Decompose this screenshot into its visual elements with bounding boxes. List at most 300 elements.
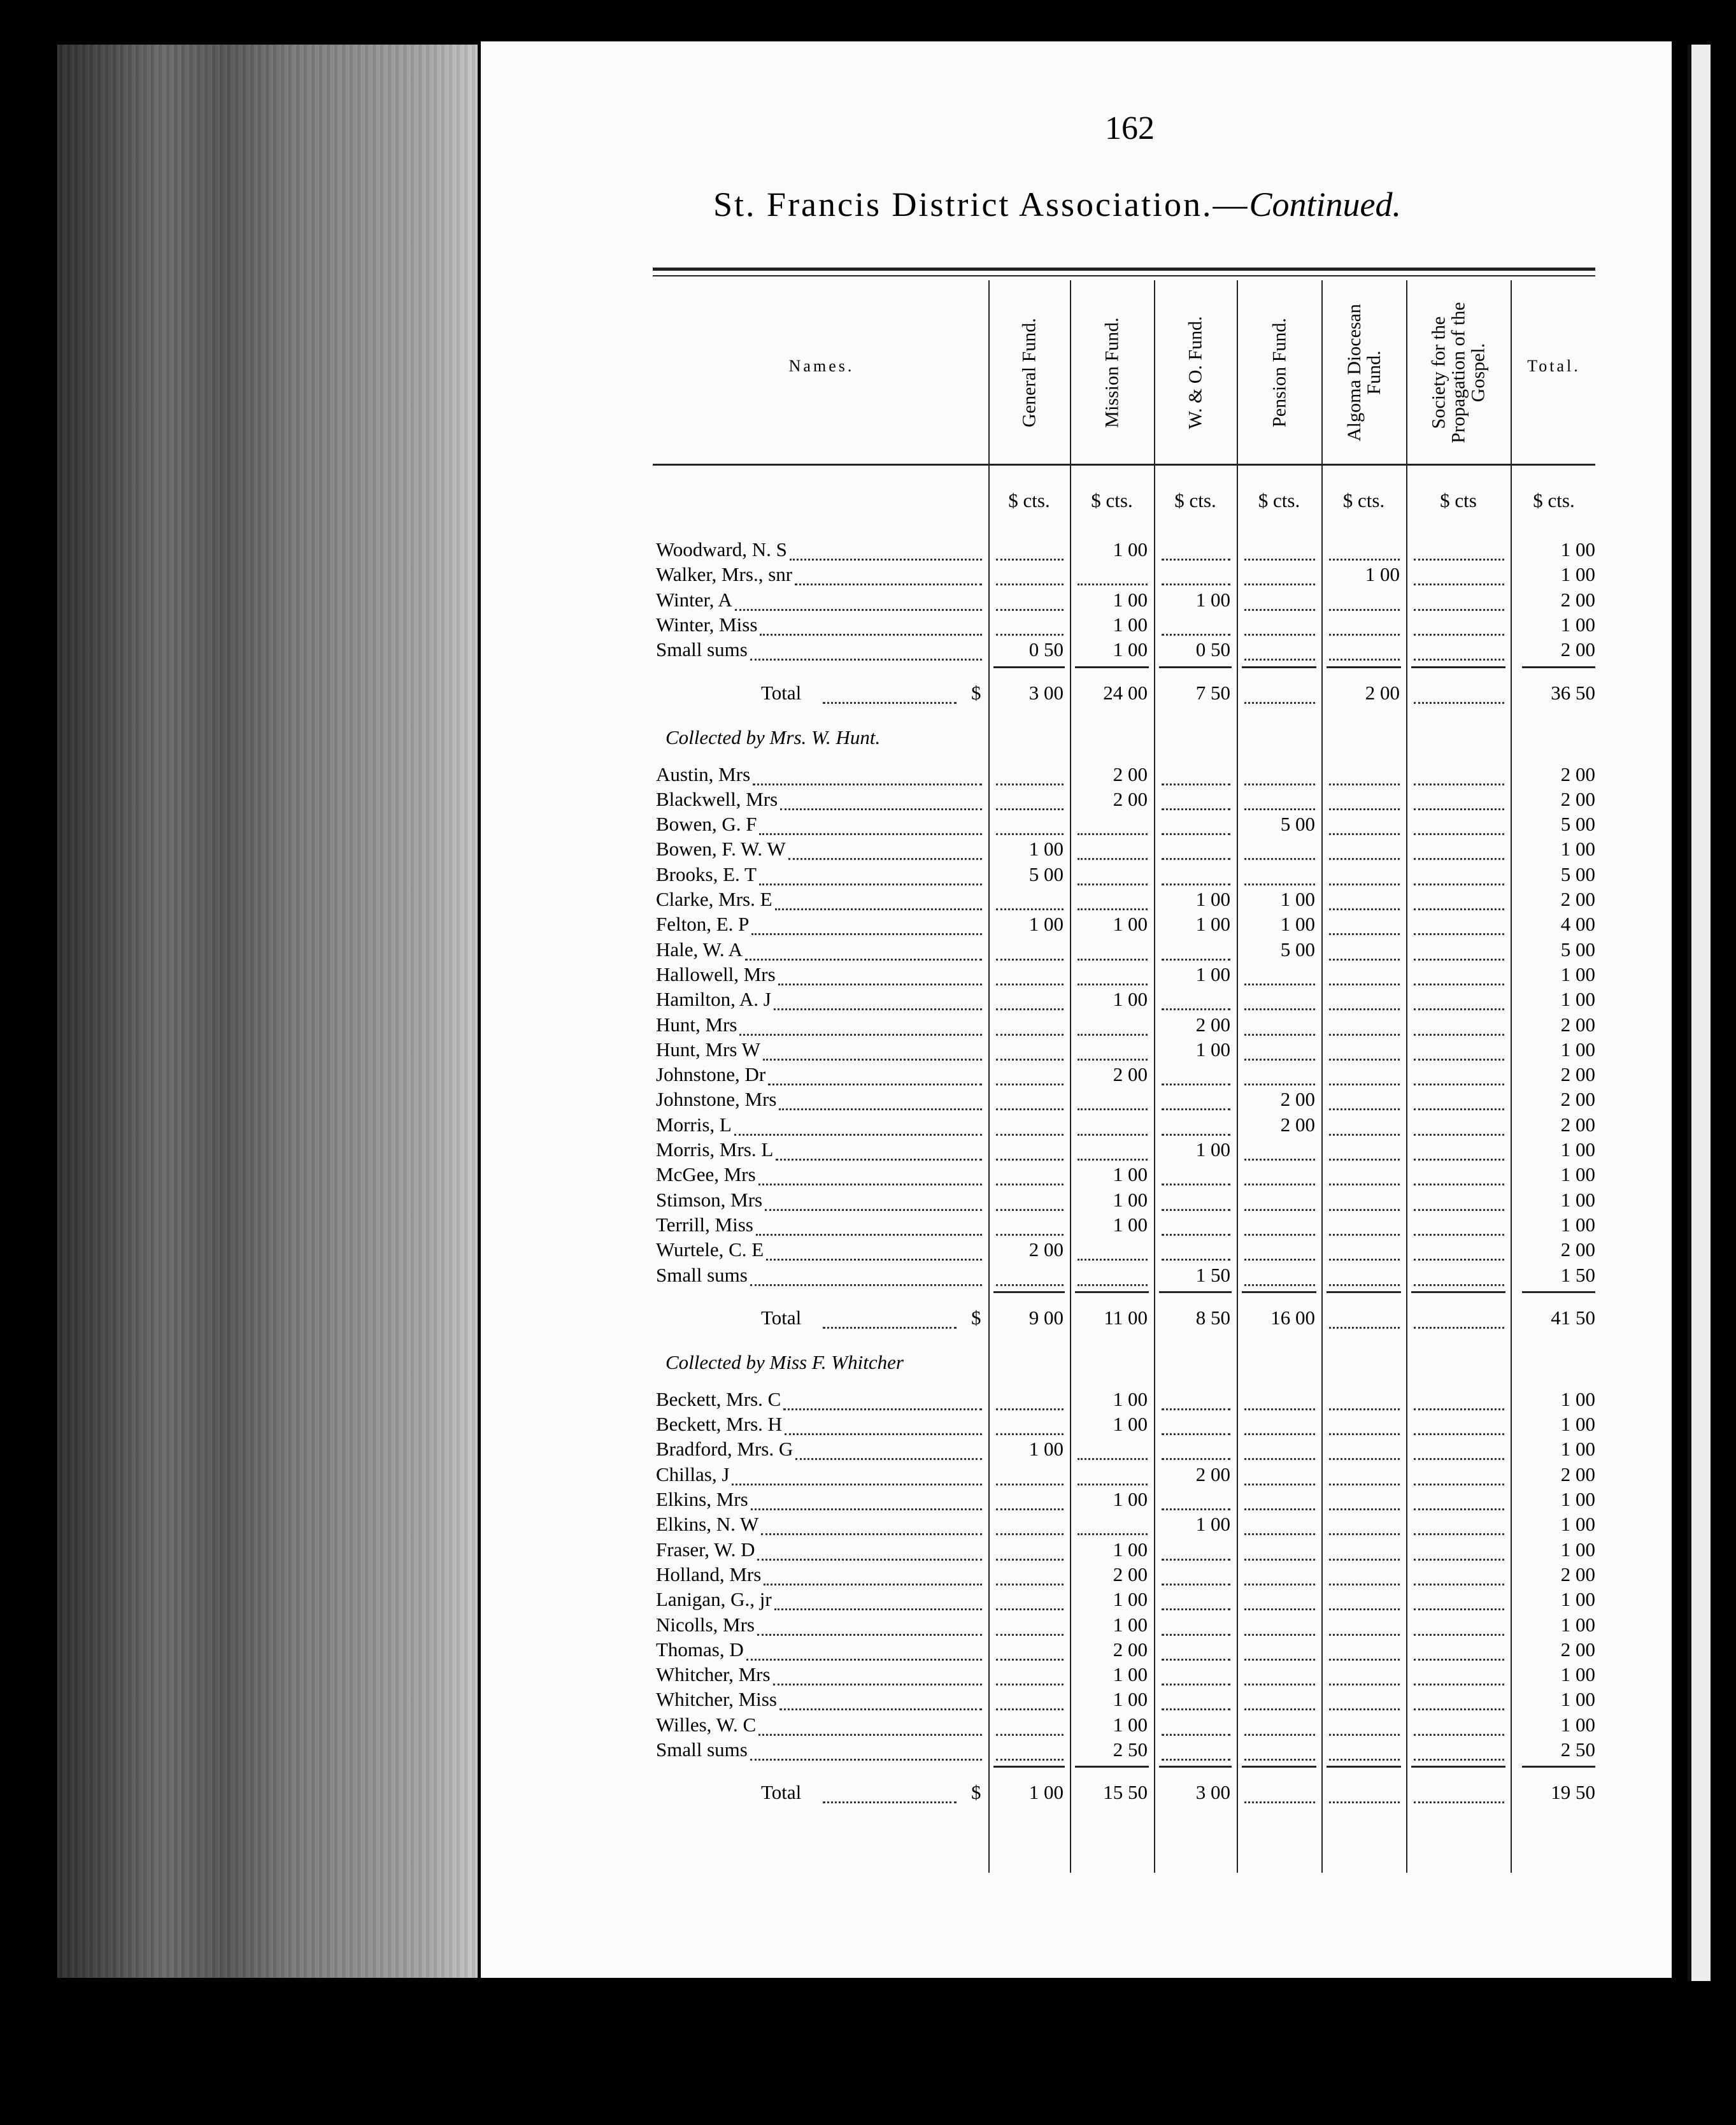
amount: 1 00: [1028, 838, 1064, 861]
leader-dots: [750, 1759, 982, 1761]
amount: 2 00: [1195, 1463, 1230, 1485]
leader-dots: [795, 1458, 982, 1460]
amount: 1 00: [1113, 1613, 1148, 1636]
empty-dots: [1078, 908, 1148, 910]
empty-dots: [1329, 1484, 1400, 1485]
empty-dots: [1329, 1034, 1400, 1036]
subtotal-rule: [1411, 1291, 1505, 1293]
empty-dots: [1414, 1259, 1504, 1261]
leader-dots: [768, 1084, 982, 1085]
contributor-name: Bradford, Mrs. G: [656, 1438, 793, 1461]
currency-unit: $ cts: [1440, 489, 1477, 512]
empty-dots: [1162, 1234, 1230, 1236]
subtotal-rule: [1327, 1291, 1401, 1293]
empty-dots: [996, 1159, 1064, 1161]
column-rule: [1511, 280, 1512, 1873]
empty-dots: [1414, 959, 1504, 961]
empty-dots: [1078, 884, 1148, 885]
empty-dots: [1244, 1184, 1315, 1185]
empty-dots: [1329, 559, 1400, 561]
amount: 11 00: [1104, 1306, 1148, 1329]
empty-dots: [1162, 783, 1230, 785]
empty-dots: [1078, 1159, 1148, 1161]
empty-dots: [996, 783, 1064, 785]
empty-dots: [1329, 1584, 1400, 1585]
leader-dots: [790, 559, 982, 561]
empty-dots: [1244, 858, 1315, 860]
subtotal-rule: [1522, 1766, 1595, 1768]
empty-dots: [1414, 1034, 1504, 1036]
row-total: 1 00: [1560, 962, 1595, 985]
contributor-name: Wurtele, C. E: [656, 1238, 764, 1261]
empty-dots: [1078, 1484, 1148, 1485]
amount: 1 00: [1028, 1438, 1064, 1461]
subtotal-rule: [1327, 666, 1401, 668]
column-header: Society for the Propagation of the Gospel.: [1428, 302, 1489, 443]
empty-dots: [1329, 933, 1400, 935]
contributor-name: Small sums: [656, 1738, 748, 1761]
empty-dots: [1414, 884, 1504, 885]
empty-dots: [1329, 1684, 1400, 1685]
subtotal-rule: [1159, 1766, 1232, 1768]
empty-dots: [1414, 933, 1504, 935]
empty-dots: [1244, 1284, 1315, 1286]
section-total-label: Total: [761, 1781, 802, 1804]
empty-dots: [1329, 1559, 1400, 1561]
column-rule: [1406, 280, 1407, 1873]
amount: 1 00: [1113, 588, 1148, 611]
amount: 1 00: [1195, 1138, 1230, 1161]
leader-dots: [779, 1708, 982, 1710]
row-total: 2 00: [1560, 1088, 1595, 1111]
empty-dots: [1244, 1533, 1315, 1535]
subtotal-rule: [1522, 1291, 1595, 1293]
empty-dots: [1414, 1408, 1504, 1410]
empty-dots: [1329, 1234, 1400, 1236]
empty-dots: [1078, 1259, 1148, 1261]
empty-dots: [1162, 1259, 1230, 1261]
amount: 1 00: [1113, 988, 1148, 1011]
empty-dots: [1244, 1684, 1315, 1685]
row-total: 1 50: [1560, 1263, 1595, 1286]
contributor-name: Bowen, G. F: [656, 813, 757, 836]
empty-dots: [1329, 1327, 1400, 1329]
amount: 1 00: [1113, 1188, 1148, 1211]
empty-dots: [1078, 833, 1148, 835]
row-total: 4 00: [1560, 913, 1595, 936]
empty-dots: [1414, 1433, 1504, 1435]
empty-dots: [1162, 808, 1230, 810]
row-total: 2 00: [1560, 1063, 1595, 1086]
row-total: 41 50: [1551, 1306, 1595, 1329]
empty-dots: [996, 1684, 1064, 1685]
empty-dots: [1244, 1584, 1315, 1585]
empty-dots: [1078, 1458, 1148, 1460]
empty-dots: [996, 583, 1064, 585]
empty-dots: [1244, 1084, 1315, 1085]
row-total: 1 00: [1560, 1663, 1595, 1686]
amount: 1 00: [1113, 1538, 1148, 1561]
contributor-name: Willes, W. C: [656, 1713, 757, 1736]
row-total: 1 00: [1560, 1713, 1595, 1736]
contributor-name: Bowen, F. W. W: [656, 838, 786, 861]
empty-dots: [1162, 858, 1230, 860]
leader-dots: [795, 583, 982, 585]
leader-dots: [761, 1533, 982, 1535]
leader-dots: [751, 933, 982, 935]
row-total: 1 00: [1560, 1538, 1595, 1561]
leader-dots: [774, 1608, 982, 1610]
empty-dots: [1162, 1508, 1230, 1510]
empty-dots: [996, 609, 1064, 611]
row-total: 1 00: [1560, 1038, 1595, 1061]
leader-dots: [773, 1684, 982, 1685]
amount: 16 00: [1270, 1306, 1315, 1329]
contributor-name: Hale, W. A: [656, 938, 743, 961]
empty-dots: [1244, 1708, 1315, 1710]
row-total: 2 00: [1560, 787, 1595, 810]
empty-dots: [1162, 1659, 1230, 1661]
empty-dots: [1244, 1408, 1315, 1410]
empty-dots: [1329, 634, 1400, 636]
contributor-name: Hunt, Mrs W: [656, 1038, 760, 1061]
leader-dots: [750, 1284, 982, 1286]
amount: 9 00: [1028, 1306, 1064, 1329]
empty-dots: [1162, 583, 1230, 585]
amount: 1 00: [1113, 613, 1148, 636]
collector-heading: Collected by Miss F. Whitcher: [665, 1350, 904, 1373]
empty-dots: [996, 1533, 1064, 1535]
empty-dots: [996, 1034, 1064, 1036]
amount: 1 00: [1195, 888, 1230, 910]
empty-dots: [1414, 1209, 1504, 1211]
title-continued: Continued.: [1249, 185, 1401, 224]
leader-dots: [756, 1234, 982, 1236]
section-total-label: Total: [761, 681, 802, 704]
row-total: 1 00: [1560, 1488, 1595, 1510]
empty-dots: [996, 1734, 1064, 1736]
row-total: 1 00: [1560, 988, 1595, 1011]
empty-dots: [1162, 1559, 1230, 1561]
row-total: 1 00: [1560, 1163, 1595, 1186]
amount: 1 00: [1195, 588, 1230, 611]
empty-dots: [1244, 1458, 1315, 1460]
empty-dots: [1244, 1209, 1315, 1211]
column-rule: [988, 280, 990, 1873]
empty-dots: [1162, 559, 1230, 561]
contributor-name: Austin, Mrs: [656, 762, 751, 785]
amount: 1 00: [1195, 1513, 1230, 1536]
empty-dots: [1329, 1184, 1400, 1185]
empty-dots: [1414, 583, 1504, 585]
empty-dots: [996, 1508, 1064, 1510]
amount: 1 00: [1280, 888, 1315, 910]
row-total: 5 00: [1560, 862, 1595, 885]
row-total: 2 50: [1560, 1738, 1595, 1761]
contributor-name: Beckett, Mrs. C: [656, 1387, 781, 1410]
empty-dots: [1244, 1159, 1315, 1161]
empty-dots: [1162, 634, 1230, 636]
empty-dots: [1329, 1458, 1400, 1460]
currency-unit: $ cts.: [1008, 489, 1050, 512]
empty-dots: [1244, 1008, 1315, 1010]
leader-dots: [823, 1327, 957, 1329]
leader-dots: [759, 884, 982, 885]
empty-dots: [1329, 1284, 1400, 1286]
page-title: [713, 185, 1401, 224]
empty-dots: [996, 808, 1064, 810]
empty-dots: [1414, 1159, 1504, 1161]
empty-dots: [1162, 959, 1230, 961]
contributor-name: Winter, A: [656, 588, 732, 611]
empty-dots: [1162, 1433, 1230, 1435]
empty-dots: [1329, 884, 1400, 885]
subtotal-rule: [1411, 1766, 1505, 1768]
amount: 2 00: [1113, 762, 1148, 785]
amount: 1 00: [1028, 1781, 1064, 1804]
empty-dots: [1414, 659, 1504, 661]
empty-dots: [1329, 1008, 1400, 1010]
leader-dots: [751, 1508, 982, 1510]
empty-dots: [996, 1084, 1064, 1085]
contributor-name: Brooks, E. T: [656, 862, 757, 885]
row-total: 36 50: [1551, 681, 1595, 704]
collector-heading: Collected by Mrs. W. Hunt.: [665, 726, 881, 748]
empty-dots: [1414, 984, 1504, 985]
leader-dots: [760, 634, 982, 636]
empty-dots: [996, 1433, 1064, 1435]
title-main: St. Francis District Association.: [713, 185, 1213, 224]
empty-dots: [1078, 1134, 1148, 1136]
empty-dots: [1162, 884, 1230, 885]
empty-dots: [1244, 1059, 1315, 1061]
empty-dots: [1162, 1584, 1230, 1585]
leader-dots: [745, 959, 982, 961]
row-total: 1 00: [1560, 538, 1595, 561]
empty-dots: [996, 1108, 1064, 1110]
empty-dots: [1078, 1533, 1148, 1535]
empty-dots: [996, 1659, 1064, 1661]
empty-dots: [1329, 1759, 1400, 1761]
leader-dots: [739, 1034, 982, 1036]
empty-dots: [1244, 984, 1315, 985]
empty-dots: [996, 559, 1064, 561]
empty-dots: [1414, 609, 1504, 611]
empty-dots: [1244, 1034, 1315, 1036]
amount: 2 00: [1113, 787, 1148, 810]
empty-dots: [996, 1484, 1064, 1485]
leader-dots: [779, 1108, 982, 1110]
empty-dots: [1162, 1708, 1230, 1710]
empty-dots: [1244, 783, 1315, 785]
row-total: 1 00: [1560, 1188, 1595, 1211]
leader-dots: [788, 858, 982, 860]
page-number: 162: [1105, 110, 1155, 147]
leader-dots: [750, 659, 982, 661]
row-total: 5 00: [1560, 813, 1595, 836]
empty-dots: [1414, 1059, 1504, 1061]
empty-dots: [996, 1008, 1064, 1010]
empty-dots: [996, 1584, 1064, 1585]
empty-dots: [1414, 808, 1504, 810]
empty-dots: [1329, 1634, 1400, 1636]
empty-dots: [1414, 908, 1504, 910]
amount: 1 00: [1195, 913, 1230, 936]
empty-dots: [1329, 858, 1400, 860]
empty-dots: [1162, 1209, 1230, 1211]
row-total: 2 00: [1560, 638, 1595, 661]
column-header: W. & O. Fund.: [1185, 316, 1206, 429]
contributor-name: Hamilton, A. J: [656, 988, 771, 1011]
empty-dots: [996, 1059, 1064, 1061]
subtotal-rule: [1159, 666, 1232, 668]
dollar-sign: $: [971, 1306, 981, 1329]
leader-dots: [734, 1134, 982, 1136]
top-rule-thin: [653, 275, 1595, 276]
subtotal-rule: [993, 666, 1065, 668]
subtotal-rule: [1159, 1291, 1232, 1293]
empty-dots: [1414, 1708, 1504, 1710]
empty-dots: [1329, 1708, 1400, 1710]
empty-dots: [1414, 559, 1504, 561]
empty-dots: [1329, 1084, 1400, 1085]
column-rule: [1321, 280, 1323, 1873]
empty-dots: [996, 1634, 1064, 1636]
empty-dots: [1162, 1634, 1230, 1636]
empty-dots: [996, 1408, 1064, 1410]
empty-dots: [996, 1708, 1064, 1710]
empty-dots: [1414, 1008, 1504, 1010]
empty-dots: [996, 959, 1064, 961]
row-total: 1 00: [1560, 1613, 1595, 1636]
empty-dots: [1414, 783, 1504, 785]
empty-dots: [1244, 1234, 1315, 1236]
contributor-name: Johnstone, Dr: [656, 1063, 766, 1086]
contributor-name: Whitcher, Mrs: [656, 1663, 771, 1686]
amount: 1 00: [1113, 538, 1148, 561]
empty-dots: [1414, 1508, 1504, 1510]
empty-dots: [1414, 1458, 1504, 1460]
empty-dots: [1244, 1734, 1315, 1736]
column-header: Mission Fund.: [1101, 317, 1123, 428]
contributor-name: Small sums: [656, 638, 748, 661]
empty-dots: [1414, 1801, 1504, 1803]
empty-dots: [1414, 833, 1504, 835]
empty-dots: [1244, 1508, 1315, 1510]
row-total: 1 00: [1560, 1688, 1595, 1711]
row-total: 2 00: [1560, 1238, 1595, 1261]
empty-dots: [1329, 783, 1400, 785]
subtotal-rule: [1411, 666, 1505, 668]
empty-dots: [1162, 1408, 1230, 1410]
amount: 2 50: [1113, 1738, 1148, 1761]
contributor-name: Small sums: [656, 1263, 748, 1286]
amount: 2 00: [1365, 681, 1400, 704]
empty-dots: [1329, 1159, 1400, 1161]
contributor-name: Woodward, N. S: [656, 538, 787, 561]
contributor-name: Morris, Mrs. L: [656, 1138, 774, 1161]
empty-dots: [1244, 634, 1315, 636]
empty-dots: [1078, 1108, 1148, 1110]
empty-dots: [1414, 1284, 1504, 1286]
empty-dots: [1329, 1508, 1400, 1510]
subtotal-rule: [1242, 666, 1316, 668]
empty-dots: [1078, 1284, 1148, 1286]
empty-dots: [1329, 1734, 1400, 1736]
leader-dots: [764, 1584, 982, 1585]
empty-dots: [1162, 1759, 1230, 1761]
leader-dots: [776, 1159, 982, 1161]
amount: 3 00: [1028, 681, 1064, 704]
empty-dots: [1329, 1608, 1400, 1610]
empty-dots: [1329, 1433, 1400, 1435]
amount: 1 00: [1113, 1588, 1148, 1611]
contributor-name: Winter, Miss: [656, 613, 758, 636]
empty-dots: [1329, 808, 1400, 810]
empty-dots: [1329, 659, 1400, 661]
amount: 1 00: [1280, 913, 1315, 936]
empty-dots: [1162, 1184, 1230, 1185]
empty-dots: [1329, 1059, 1400, 1061]
empty-dots: [996, 1134, 1064, 1136]
empty-dots: [996, 1209, 1064, 1211]
contributor-name: Walker, Mrs., snr: [656, 563, 793, 586]
empty-dots: [1329, 959, 1400, 961]
subtotal-rule: [1327, 1766, 1401, 1768]
empty-dots: [1244, 1659, 1315, 1661]
subtotal-rule: [993, 1291, 1065, 1293]
amount: 5 00: [1280, 813, 1315, 836]
empty-dots: [1329, 1801, 1400, 1803]
empty-dots: [1329, 1659, 1400, 1661]
column-rule: [1154, 280, 1155, 1873]
empty-dots: [1414, 1108, 1504, 1110]
empty-dots: [1162, 833, 1230, 835]
contributor-name: Fraser, W. D: [656, 1538, 755, 1561]
empty-dots: [1329, 609, 1400, 611]
leader-dots: [759, 833, 982, 835]
leader-dots: [775, 908, 982, 910]
empty-dots: [996, 908, 1064, 910]
leader-dots: [763, 1059, 982, 1061]
contributor-name: Thomas, D: [656, 1638, 744, 1661]
contributor-name: Beckett, Mrs. H: [656, 1413, 783, 1436]
amount: 5 00: [1028, 862, 1064, 885]
empty-dots: [1414, 1634, 1504, 1636]
empty-dots: [1329, 1533, 1400, 1535]
empty-dots: [1244, 1634, 1315, 1636]
row-total: 1 00: [1560, 1387, 1595, 1410]
empty-dots: [1329, 833, 1400, 835]
amount: 2 00: [1195, 1013, 1230, 1036]
empty-dots: [1414, 1234, 1504, 1236]
empty-dots: [1078, 1059, 1148, 1061]
empty-dots: [1414, 1734, 1504, 1736]
empty-dots: [1162, 1734, 1230, 1736]
leader-dots: [780, 808, 982, 810]
row-total: 2 00: [1560, 1563, 1595, 1585]
empty-dots: [996, 1759, 1064, 1761]
empty-dots: [1162, 1458, 1230, 1460]
empty-dots: [1414, 1533, 1504, 1535]
row-total: 5 00: [1560, 938, 1595, 961]
subtotal-rule: [1075, 1766, 1149, 1768]
empty-dots: [1244, 1759, 1315, 1761]
subtotal-rule: [993, 1766, 1065, 1768]
amount: 0 50: [1028, 638, 1064, 661]
currency-unit: $ cts.: [1342, 489, 1385, 512]
empty-dots: [1244, 1801, 1315, 1803]
